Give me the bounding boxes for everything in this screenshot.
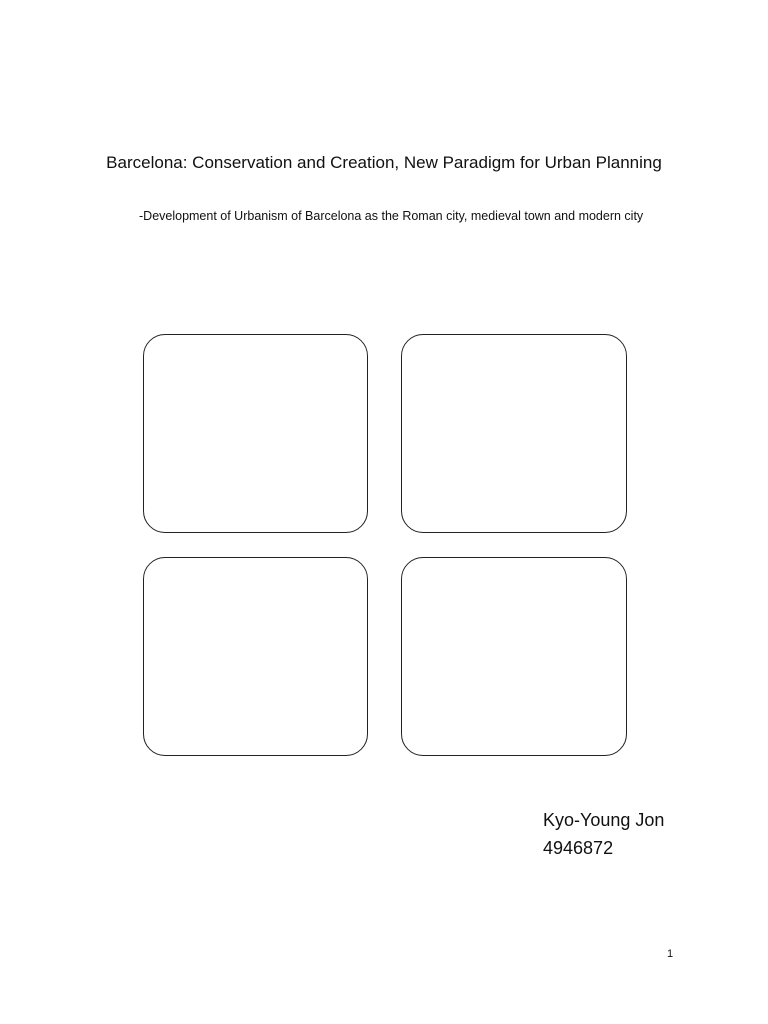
image-frame-top-right	[401, 334, 627, 533]
document-title: Barcelona: Conservation and Creation, New Paradigm for Urban Planning	[106, 153, 662, 172]
image-frame-top-left	[143, 334, 368, 533]
image-frame-bottom-left	[143, 557, 368, 756]
author-id: 4946872	[543, 838, 614, 858]
page-number: 1	[667, 948, 674, 960]
image-frame-bottom-right	[401, 557, 627, 756]
author-name: Kyo-Young Jon	[543, 810, 665, 830]
document-subtitle: -Development of Urbanism of Barcelona as the Roman city, medieval town and modern city	[139, 209, 644, 223]
author-block	[543, 806, 664, 862]
